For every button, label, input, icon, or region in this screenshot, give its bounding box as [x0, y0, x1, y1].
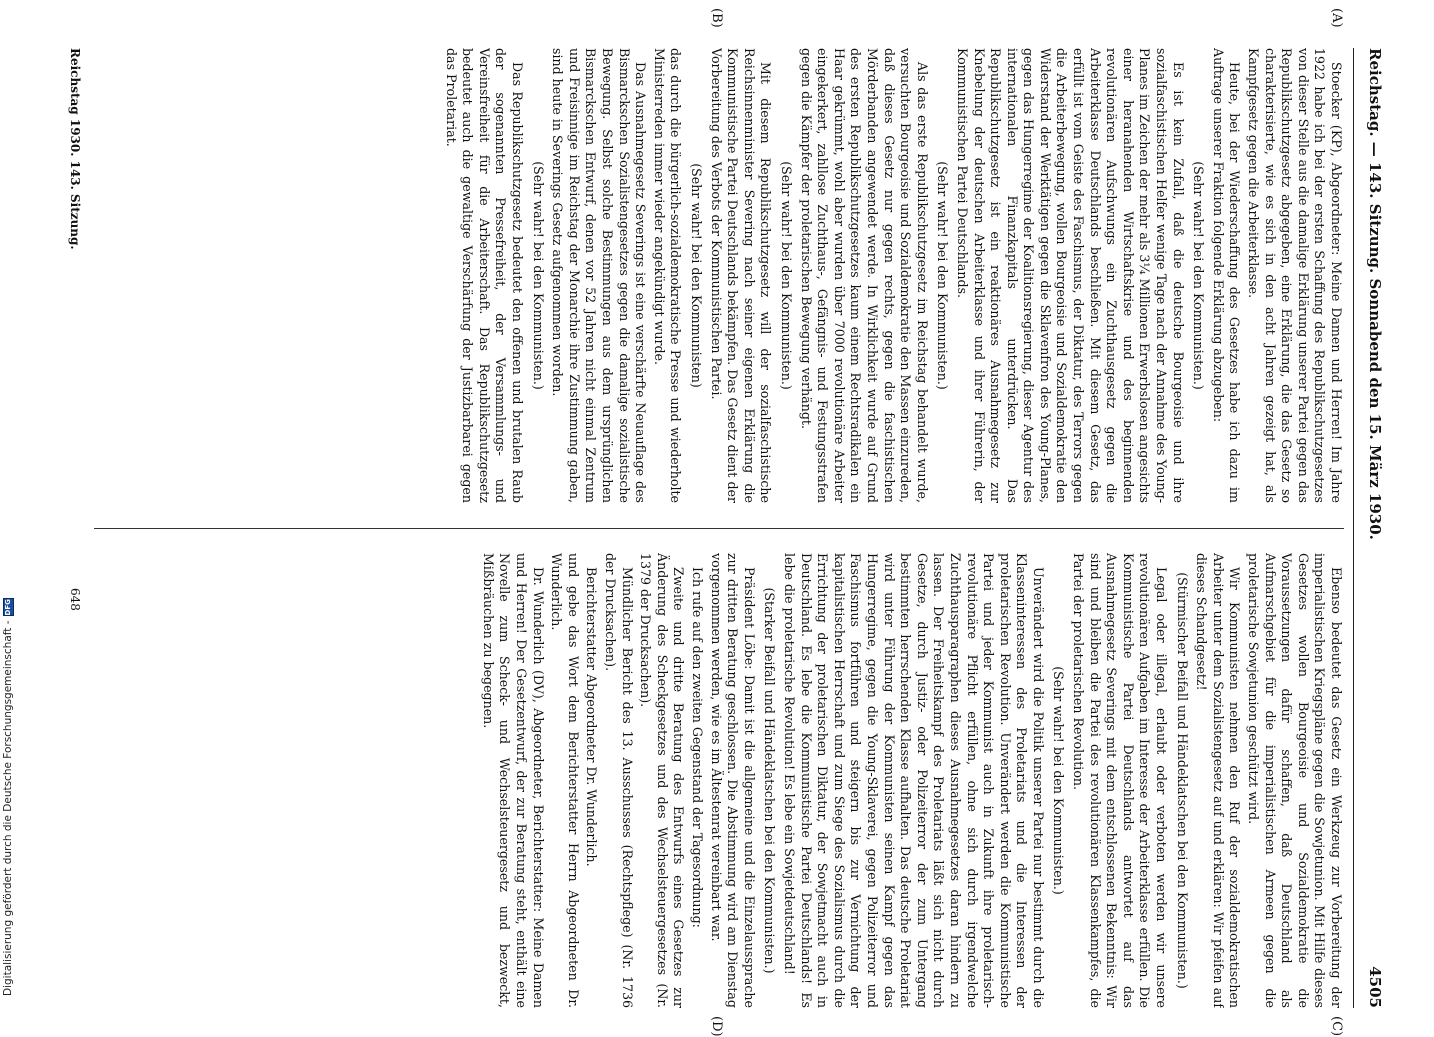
footer-signature: Reichstag 1930. 143. Sitzung.: [68, 48, 82, 250]
paragraph: Das Republikschutzgesetz bedeutet den offenen und brutalen Raub der sogenannten Pressefreiheit, der Versammlungs- und Vereinsfreiheit für die Arbeiterschaft. Das Republikschutzgesetz bedeutet auch die gewaltige Verschärfung der Justizbarbarei gegen das Proletariat.: [443, 48, 526, 503]
paragraph: Berichterstatter Abgeordneter Dr. Wunderlich.: [584, 567, 600, 867]
paragraph: Das Ausnahmegesetz Severings ist eine verschärfte Neuauflage des Bismarckschen Sozialistengesetzes gegen die damalige sozialistische Bewegung. Selbst solche Bestimmungen aus dem ursprünglichen Bismarckschen Entwurf, denen vor 52 Jahren nicht einmal Zentrum und Freisinnige im Reichstag der Monarchie ihre Zustimmung gaben, sind heute in Severings Gesetz aufgenommen worden.: [550, 48, 649, 503]
right-column: [114, 553, 1344, 1008]
margin-label-d: (D): [709, 1016, 724, 1037]
margin-label-a: (A): [1329, 8, 1344, 28]
scanned-page: [10, 8, 1384, 1037]
paragraph: Heute, bei der Wiederschaffung des Gesetzes habe ich dazu im Auftrage unserer Fraktion folgende Erklärung abzugeben:: [1210, 48, 1243, 503]
dfg-logo-icon: DFG: [3, 599, 12, 616]
footer-sheet-number: 648: [68, 588, 82, 611]
header-rule: [1353, 48, 1354, 1008]
paragraph: Es ist kein Zufall, daß die deutsche Bourgeoisie und ihre sozialfaschistischen Helfer wenige Tage nach der Annahme des Young-Planes im Zeichen der mehr als 3¼ Millionen Erwerbslosen angesichts einer heranahenden Wirtschaftskrise und des beginnenden revolutionären Aufschwungs ein Zuchthausgesetz gegen die Arbeiterklasse Deutschlands beschließen. Mit diesem Gesetz, das erfüllt ist vom Geiste des Faschismus, der Diktatur, des Terrors gegen die Arbeiterbewegung, wollen Bourgeoisie und Sozialdemokratie den Widerstand der Werktätigen gegen die Sklavenfron des Young-Planes, gegen das Hungerregime der Koalitionsregierung, dieser Agentur des internationalen Finanzkapitals unterdrücken. Das Republikschutzgesetz ist ein reaktionäres Ausnahmegesetz zur Knebelung der deutschen Arbeiterklasse und ihrer Führerin, der Kommunistischen Partei Deutschlands.: [954, 48, 1186, 503]
paragraph: (Stürmischer Beifall und Händeklatschen bei den Kommunisten.): [1174, 572, 1190, 989]
page-header: [1358, 48, 1384, 1008]
margin-label-b: (B): [709, 8, 724, 28]
digitization-credit: [2, 598, 14, 996]
paragraph: (Starker Beifall und Händeklatschen bei den Kommunisten.): [762, 587, 778, 974]
page-number: 4505: [1366, 966, 1384, 1008]
paragraph: (Sehr wahr! bei den Kommunisten.): [1051, 666, 1067, 895]
credit-text: Digitalisierung gefördert durch die Deutsche Forschungsgemeinschaft -: [2, 620, 14, 996]
paragraph: (Sehr wahr! bei den Kommunisten.): [935, 161, 951, 390]
paragraph: Mit diesem Republikschutzgesetz will der sozialfaschistische Reichsinnenminister Severing nach seiner eigenen Erklärung die Kommunistische Partei Deutschlands bekämpfen. Das Gesetz dient der Vorbereitung des Verbots der Kommunistischen Partei.: [708, 48, 774, 503]
column-divider: [94, 528, 1344, 529]
paragraph: Dr. Wunderlich (DV), Abgeordneter, Berichterstatter: Meine Damen und Herren! Der Gesetzentwurf, der zur Beratung steht, enthält eine Novelle zum Scheck- und Wechselsteuergesetz und bezweckt, Mißbräuchen zu begegnen.: [480, 553, 546, 1008]
paragraph: das durch die bürgerlich-sozialdemokratische Presse und wiederholte Ministerreden immer wieder angekündigt wurde.: [651, 48, 684, 503]
left-column: [114, 48, 1344, 503]
paragraph: Ebenso bedeutet das Gesetz ein Werkzeug zur Vorbereitung der imperialistischen Kriegspläne gegen die Sowjetunion. Mit Hilfe dieses Gesetzes wollen Bourgeoisie und Sozialdemokratie die Voraussetzungen dafür schaffen, daß Deutschland als Aufmarschgebiet für die imperialistischen Armeen gegen die proletarische Sowjetunion geschützt wird.: [1246, 553, 1344, 1008]
paragraph: Präsident Löbe: Damit ist die allgemeine und die Einzelaussprache zur dritten Beratung geschlossen. Die Abstimmung wird am Dienstag vorgenommen werden, wie es im Ältestenrat vereinbart war.: [708, 553, 757, 1008]
paragraph: Wir Kommunisten nehmen den Ruf der sozialdemokratischen Arbeiter unter dem Sozialistengesetz auf und erklären: Wir pfeifen auf dieses Schandgesetz!: [1194, 553, 1243, 1008]
paragraph: Als das erste Republikschutzgesetz im Reichstag behandelt wurde, versuchten Bourgeoisie und Sozialdemokratie den Massen einzureden, daß dieses Gesetz nur gegen rechts, gegen die faschistischen Mörderbanden angewendet werde. In Wirklichkeit wurde auf Grund des ersten Republikschutzgesetzes kaum einem Rechtsradikalen ein Haar gekrümmt, wohl aber wurden über 7000 revolutionäre Arbeiter eingekerkert, zahllose Zuchthaus-, Gefängnis- und Festungsstrafen gegen die Kämpfer der proletarischen Bewegung verhängt.: [798, 48, 930, 503]
paragraph: (Sehr wahr! bei den Kommunisten): [689, 163, 705, 388]
paragraph: (Sehr wahr! bei den Kommunisten.): [1191, 161, 1207, 390]
paragraph: und gebe das Wort dem Berichterstatter Herrn Abgeordneten Dr. Wunderlich.: [549, 553, 581, 1008]
paragraph: Zweite und dritte Beratung des Entwurfs eines Gesetzes zur Änderung des Scheckgesetzes und des Wechselsteuergesetzes (Nr. 1379 der Drucksachen).: [638, 553, 687, 1008]
paragraph: Legal oder illegal, erlaubt oder verboten werden wir unsere revolutionären Aufgaben im Interesse der Arbeiterklasse erfüllen. Die Kommunistische Partei Deutschlands antwortet auf das Ausnahmegesetz Severings mit dem entschlossenen Bekenntnis: Wir sind und bleiben die Partei des revolutionären Klassenkampfes, die Partei der proletarischen Revolution.: [1071, 553, 1170, 1008]
paragraph: Stoecker (KP), Abgeordneter: Meine Damen und Herren! Im Jahre 1922 habe ich bei der ersten Schaffung des Republikschutzgesetzes von dieser Stelle aus die damalige Erklärung unserer Partei gegen das Republikschutzgesetz abgegeben, eine Erklärung, die das Gesetz so charakterisierte, wie es sich in den acht Jahren gezeigt hat, als Kampfgesetz gegen die Arbeiterklasse.: [1246, 48, 1344, 503]
paragraph: Unverändert wird die Politik unserer Partei nur bestimmt durch die Klasseninteressen des Proletariats und die Interessen der proletarischen Revolution. Unverändert werden die Kommunistische Partei und jeder Kommunist auch in Zukunft ihre proletarisch-revolutionäre Pflicht erfüllen, ohne sich durch irgendwelche Zuchthausparagraphen dieses Ausnahmegesetzes daran hindern zu lassen. Der Freiheitskampf des Proletariats läßt sich nicht durch Gesetze, durch Justiz- oder Polizeiterror der zum Untergang bestimmten herrschenden Klasse aufhalten. Das deutsche Proletariat wird unter Führung der Kommunisten seinen Kampf gegen das Hungerregime, gegen die Young-Sklaverei, gegen Polizeiterror und Faschismus fortführen und steigern bis zur Vernichtung der kapitalistischen Herrschaft und zum Siege des Sozialismus durch die Errichtung der proletarischen Diktatur, der Sowjetmacht auch in Deutschland. Es lebe die Kommunistische Partei Deutschlands! Es lebe die proletarische Revolution! Es lebe ein Sowjetdeutschland!: [782, 553, 1046, 1008]
paragraph: (Sehr wahr! bei den Kommunisten.): [530, 161, 546, 390]
paragraph: Ich rufe auf den zweiten Gegenstand der Tagesordnung:: [690, 567, 706, 928]
paragraph: (Sehr wahr! bei den Kommunisten.): [779, 161, 794, 390]
header-title: Reichstag. — 143. Sitzung. Sonnabend den 15. März 1930.: [1366, 48, 1384, 540]
margin-label-c: (C): [1329, 1016, 1344, 1037]
paragraph: Mündlicher Bericht des 13. Ausschusses (Rechtspflege) (Nr. 1736 der Drucksachen).: [603, 553, 635, 1008]
